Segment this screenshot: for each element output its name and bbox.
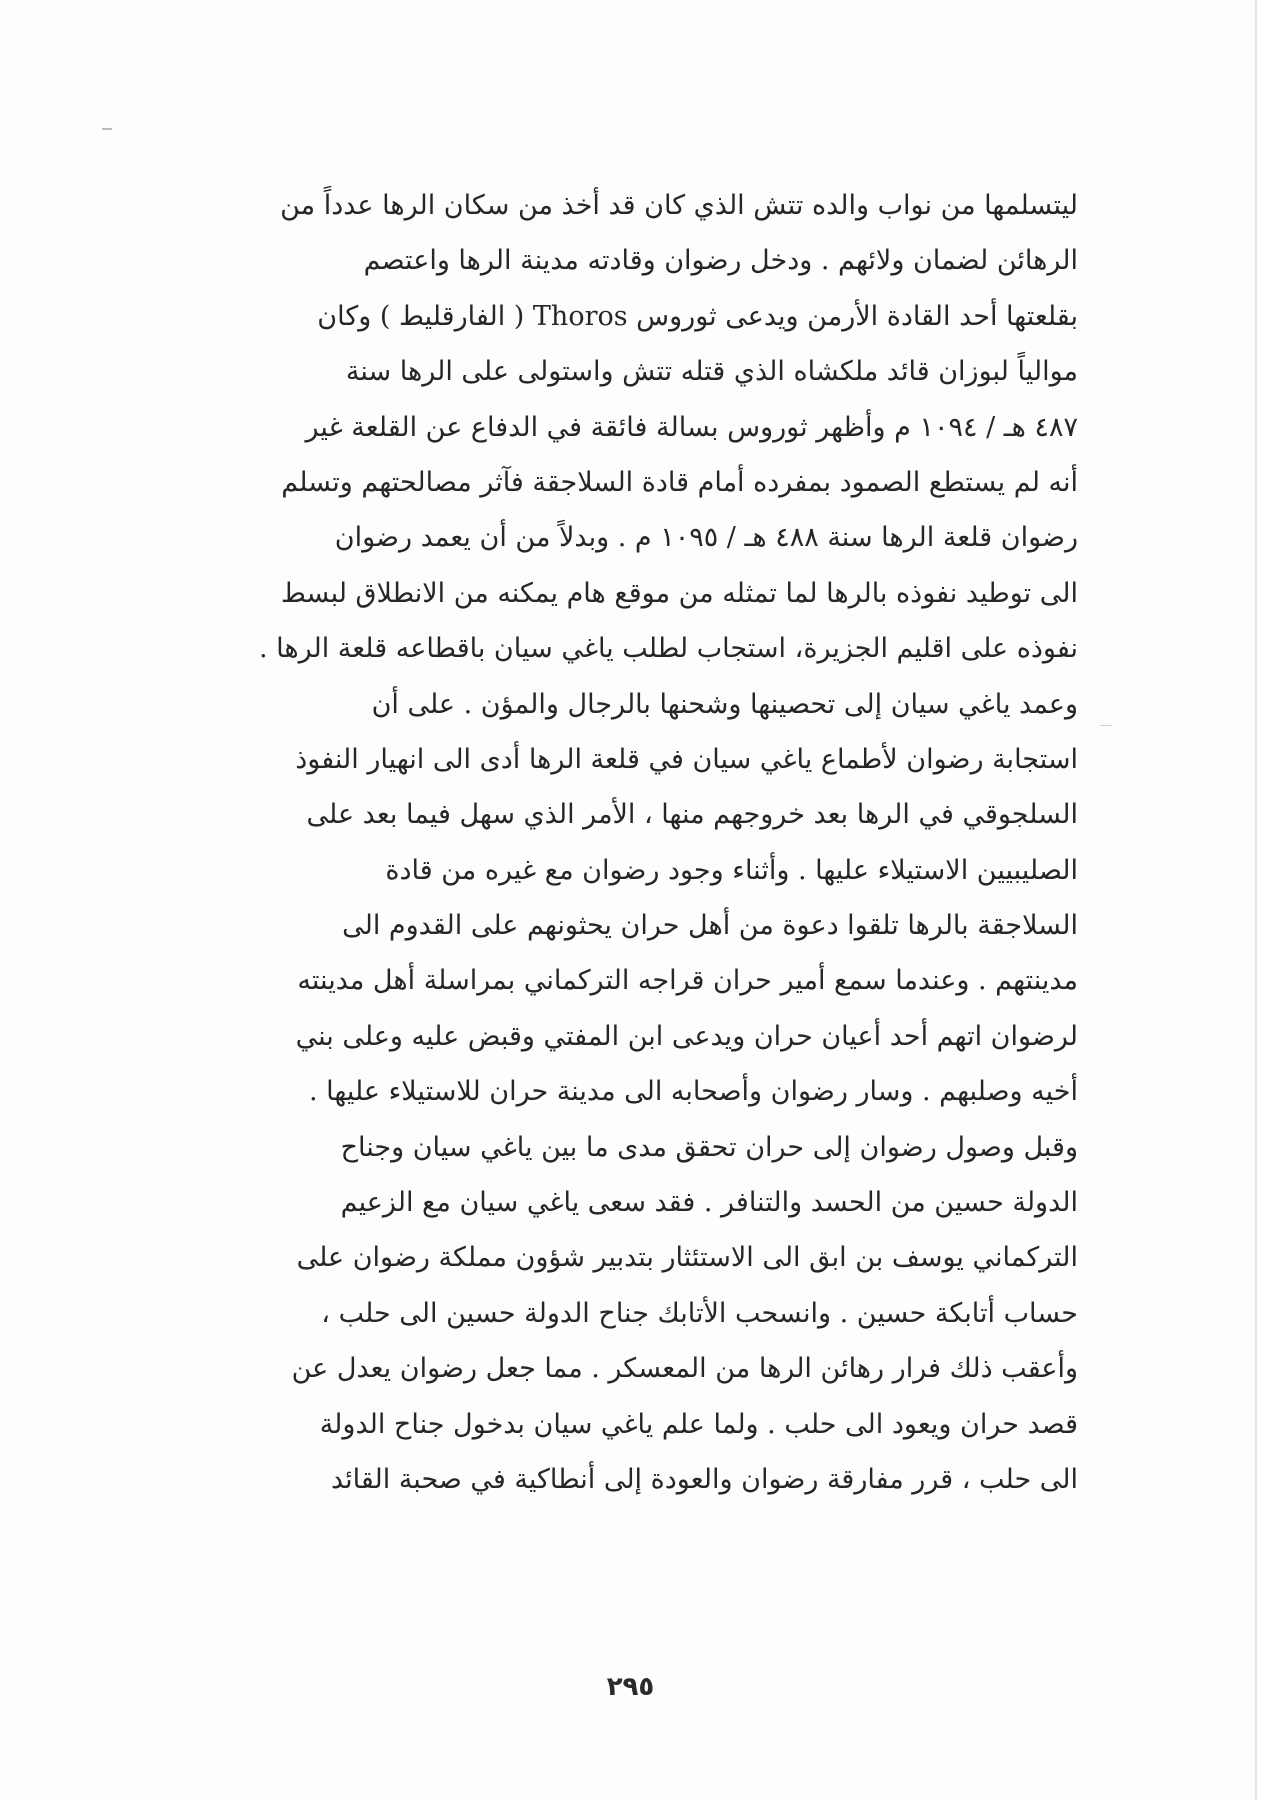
text-line: لرضوان اتهم أحد أعيان حران ويدعى ابن المفتي وقبض عليه وعلى بني [295,1020,1078,1052]
text-line: قصد حران ويعود الى حلب . ولما علم ياغي سيان بدخول جناح الدولة [319,1408,1078,1440]
text-line: نفوذه على اقليم الجزيرة، استجاب لطلب ياغي سيان باقطاعه قلعة الرها . [258,633,1078,665]
text-line: السلاجقة بالرها تلقوا دعوة من أهل حران يحثونهم على القدوم الى [342,910,1078,942]
text-line: بقلعتها أحد القادة الأرمن ويدعى ثوروس Thoros ( الفارقليط ) وكان [317,300,1078,332]
text-line: أخيه وصلبهم . وسار رضوان وأصحابه الى مدينة حران للاستيلاء عليها . [309,1076,1078,1108]
text-line: ٤٨٧ هـ / ١٠٩٤ م وأظهر ثوروس بسالة فائقة في الدفاع عن القلعة غير [305,411,1078,443]
text-line: السلجوقي في الرها بعد خروجهم منها ، الأمر الذي سهل فيما بعد على [306,799,1078,831]
text-line: مدينتهم . وعندما سمع أمير حران قراجه التركماني بمراسلة أهل مدينته [297,965,1078,997]
text-line: استجابة رضوان لأطماع ياغي سيان في قلعة الرها أدى الى انهيار النفوذ [295,743,1078,775]
stray-scan-mark [102,128,112,130]
text-line: الدولة حسين من الحسد والتنافر . فقد سعى ياغي سيان مع الزعيم [340,1187,1078,1219]
text-line: وأعقب ذلك فرار رهائن الرها من المعسكر . مما جعل رضوان يعدل عن [291,1353,1078,1385]
body-text [202,178,1078,1507]
text-line: موالياً لبوزان قائد ملكشاه الذي قتله تتش واستولى على الرها سنة [345,356,1078,388]
text-line: التركماني يوسف بن ابق الى الاستئثار بتدبير شؤون مملكة رضوان على [296,1242,1078,1274]
text-line: رضوان قلعة الرها سنة ٤٨٨ هـ / ١٠٩٥ م . وبدلاً من أن يعمد رضوان [334,522,1078,554]
text-line: وعمد ياغي سيان إلى تحصينها وشحنها بالرجال والمؤن . على أن [371,688,1078,720]
text-line: ليتسلمها من نواب والده تتش الذي كان قد أخذ من سكان الرها عدداً من [280,190,1078,221]
text-line: حساب أتابكة حسين . وانسحب الأتابك جناح الدولة حسين الى حلب ، [321,1297,1078,1329]
text-line: الصليبيين الاستيلاء عليها . وأثناء وجود رضوان مع غيره من قادة [385,854,1078,886]
scan-edge-line [1255,0,1257,1800]
stray-scan-mark [1100,725,1112,726]
text-line: أنه لم يستطع الصمود بمفرده أمام قادة السلاجقة فآثر مصالحتهم وتسلم [281,466,1078,498]
text-line: الى حلب ، قرر مفارقة رضوان والعودة إلى أنطاكية في صحبة القائد [330,1463,1078,1495]
text-line: الى توطيد نفوذه بالرها لما تمثله من موقع هام يمكنه من الانطلاق لبسط [280,577,1078,609]
text-line: الرهائن لضمان ولائهم . ودخل رضوان وقادته مدينة الرها واعتصم [363,245,1078,277]
page-number: ٢٩٥ [606,1672,655,1702]
text-line: وقبل وصول رضوان إلى حران تحقق مدى ما بين ياغي سيان وجناح [340,1131,1078,1163]
